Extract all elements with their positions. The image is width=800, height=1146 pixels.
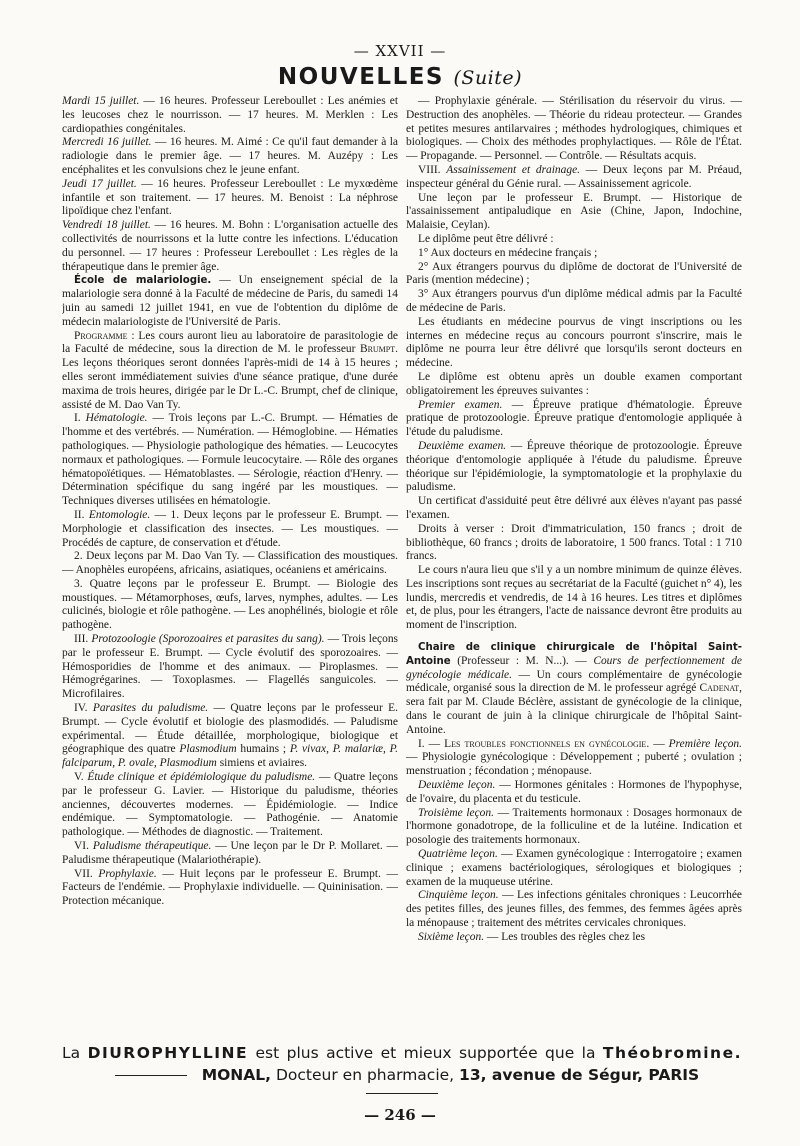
text-run: III. xyxy=(74,633,92,646)
italic-phrase: P. vivax, P. malariæ, P. falciparum, P. ovale, Plasmodium xyxy=(62,743,398,770)
text-run: V. xyxy=(74,771,88,784)
section-title-main: NOUVELLES xyxy=(277,64,444,90)
italic-phrase: Hématologie. xyxy=(85,412,148,425)
advert-prefix: La xyxy=(62,1044,81,1062)
paragraph xyxy=(406,564,742,633)
page-number: — 246 — xyxy=(364,1106,436,1124)
paragraph xyxy=(406,233,742,247)
text-run: — Physiologie gynécologique : Développement ; puberté ; ovulation ; menstruation ; fécondation ; ménopause. xyxy=(406,751,742,778)
italic-phrase: Paludisme thérapeutique. xyxy=(92,840,212,853)
advert-rule-left xyxy=(115,1075,187,1076)
text-run: — Quatre leçons par le professeur E. Brumpt. — Cycle évolutif et biologie des plasmodidés. — Paludisme expérimental. — Étude détaillée, morphologique, biologique et géographique des quatre xyxy=(62,702,398,756)
paragraph xyxy=(62,136,398,177)
advert-line-2 xyxy=(62,1066,742,1102)
text-run: — Épreuve théorique de protozoologie. Épreuve théorique d'entomologie appliquée à l'étude du paludisme. Épreuve théorique sur l'épidémiologie, la symptomatologie et la prophylaxie du paludisme. xyxy=(406,439,742,494)
text-run: Le diplôme peut être délivré : xyxy=(418,232,554,245)
text-run: . — xyxy=(646,737,669,750)
text-run: — Hormones génitales : Hormones de l'hypophyse, de l'ovaire, du placenta et du testicule. xyxy=(406,779,742,805)
text-run: — Une leçon par le Dr P. Mollaret. — Paludisme thérapeutique (Malariothérapie). xyxy=(62,840,398,866)
text-run: IV. xyxy=(74,702,93,715)
text-run: Le diplôme est obtenu après un double examen comportant obligatoirement les épreuves suivantes : xyxy=(406,370,742,397)
paragraph xyxy=(62,578,398,633)
text-run: — Les infections génitales chroniques : Leucorrhée des petites filles, des jeunes filles, des femmes, des femmes âgées après la ménopause ; traitement des métrites cervicales chroniques. xyxy=(406,889,742,930)
left-column xyxy=(62,95,398,1030)
advert-line-1 xyxy=(62,1044,742,1062)
paragraph xyxy=(62,509,398,550)
text-run: — Quatre leçons par le professeur G. Lavier. — Historique du paludisme, théories anciennes, découvertes modernes. — Épidémiologie. — Indice endémique. — Symptomatologie. — Pathogénie. — Anatomie pathologique. — Méthodes de diagnostic. — Traitement. xyxy=(62,771,398,839)
italic-phrase: Prophylaxie. xyxy=(98,867,157,880)
paragraph xyxy=(62,274,398,329)
text-run: II. xyxy=(74,508,89,521)
paragraph xyxy=(406,95,742,164)
text-run: Une leçon par le professeur E. Brumpt. — Historique de l'assainissement antipaludique en Asie (Chine, Japon, Indochine, Malaisie, Ceylan). xyxy=(406,191,742,232)
section-heading: École de malariologie. xyxy=(74,275,212,287)
paragraph xyxy=(406,641,742,738)
text-run: VI. xyxy=(74,840,93,853)
paragraph xyxy=(406,495,742,523)
italic-phrase: Protozoologie (Sporozoaires et parasites du sang). xyxy=(91,633,325,646)
text-run: — Trois leçons par L.-C. Brumpt. — Hématies de l'homme et des vertébrés. — Numération. — Hémoglobine. — Hématies pathologiques. — Physiologie pathologique des hématies. — Leucocytes normaux et pathologiques. — Formule leucocytaire. — Rôle des organes hématopoïétiques. — Hématoblastes. — Sérologie, réaction d'Henry. — Détermination spécifique du sang ingéré par les moustiques. — Techniques diverses utilisées en hématologie. xyxy=(62,412,398,508)
text-run: — Prophylaxie générale. — Stérilisation du réservoir du virus. — Destruction des anophèles. — Théorie du rideau protecteur. — Grandes et petites mesures antilarvaires ; méthodes hydrologiques, chimiques et biologiques. — Choix des méthodes prophylactiques. — Rôle de l'État. — Propagande. — Personnel. — Contrôle. — Résultats acquis. xyxy=(406,95,742,163)
paragraph xyxy=(62,771,398,840)
italic-phrase: Quatrième leçon. xyxy=(418,848,498,861)
paragraph xyxy=(62,178,398,219)
section-title xyxy=(0,64,800,90)
paragraph xyxy=(62,330,398,413)
text-run: Programme xyxy=(74,329,128,342)
paragraph xyxy=(406,164,742,192)
text-run: — Deux leçons par M. Préaud, inspecteur général du Génie rural. — Assainissement agricole. xyxy=(406,163,742,190)
text-run: Les troubles fonctionnels en gynécologie xyxy=(444,737,647,750)
italic-phrase: Deuxième leçon. xyxy=(418,779,496,792)
text-run: — Un enseignement spécial de la malariologie sera donné à la Faculté de médecine de Paris, du samedi 14 juin au samedi 12 juillet 1941, en vue de l'obtention du diplôme de médecin malariologiste de l'Université de Paris. xyxy=(62,274,398,328)
paragraph xyxy=(406,738,742,779)
text-run: 2° Aux étrangers pourvus du diplôme de doctorat de l'Université de Paris (mention médecine) ; xyxy=(406,260,742,287)
advert-claim: est plus active et mieux supportée que la xyxy=(255,1044,596,1062)
text-run: — 16 heures. Professeur Lereboullet : Le myxœdème infantile et son traitement. — 17 heures. M. Benoist : La néphrose lipoïdique chez l'enfant. xyxy=(62,177,398,218)
text-run: 3. Quatre leçons par le professeur E. Brumpt. — Biologie des moustiques. — Métamorphoses, œufs, larves, nymphes, adultes. — Les culicinés, biologie et rôle pathogène. — Les anophélinés, biologie et rôle pathogène. xyxy=(62,577,398,632)
text-run: 3° Aux étrangers pourvus d'un diplôme médical admis par la Faculté de médecine de Paris. xyxy=(406,288,742,314)
paragraph xyxy=(406,440,742,495)
paragraph xyxy=(62,840,398,868)
italic-phrase: Cours de perfectionnement de gynécologie médicale. xyxy=(406,654,742,681)
text-run: , sera fait par M. Claude Béclère, assistant de gynécologie de la clinique, dans le courant de juin à la clinique chirurgicale de l'hôpital Saint-Antoine. xyxy=(406,682,742,736)
text-run: — 16 heures. Professeur Lereboullet : Les anémies et les leucoses chez le nourrisson. — 17 heures. M. Merklen : Les cardiopathies congénitales. xyxy=(62,95,398,135)
italic-phrase: Mercredi 16 juillet. xyxy=(62,136,152,149)
italic-phrase: Première leçon. xyxy=(668,737,742,750)
italic-phrase: Entomologie. xyxy=(88,508,151,521)
advert-reference: Théobromine. xyxy=(602,1044,742,1062)
text-run: I. — xyxy=(418,737,445,750)
text-run: — Épreuve pratique d'hématologie. Épreuve pratique de protozoologie. Épreuve pratique d'entomologie appliquée à l'étude du paludisme. xyxy=(406,398,742,439)
italic-phrase: Parasites du paludisme. xyxy=(92,702,209,715)
advert-address: 13, avenue de Ségur, PARIS xyxy=(459,1066,700,1084)
advert-title: Docteur en pharmacie, xyxy=(275,1066,455,1084)
text-run: 2. Deux leçons par M. Dao Van Ty. — Classification des moustiques. — Anophèles européens, africains, asiatiques, océaniens et américains. xyxy=(62,550,398,577)
text-run: I. xyxy=(74,412,86,425)
text-run: simiens et aviaires. xyxy=(216,757,308,770)
roman-page-number: — XXVII — xyxy=(353,42,447,60)
text-run: : Les cours auront lieu au laboratoire de parasitologie de la Faculté de médecine, sous la direction de M. le professeur xyxy=(62,329,398,356)
text-run: humains ; xyxy=(236,743,290,756)
paragraph xyxy=(62,633,398,702)
italic-phrase: Cinquième leçon. xyxy=(418,889,499,902)
text-run: — Traitements hormonaux : Dosages hormonaux de l'hormone gonadotrope, de la folliculine et de la lutéine. Indication et posologie des traitements hormonaux. xyxy=(406,806,742,847)
italic-phrase: Étude clinique et épidémiologique du paludisme. xyxy=(87,771,316,784)
italic-phrase: Troisième leçon. xyxy=(418,806,494,819)
paragraph xyxy=(406,399,742,440)
advert-company: MONAL, xyxy=(201,1066,272,1084)
text-run: Droits à verser : Droit d'immatriculation, 150 francs ; droit de bibliothèque, 60 francs ; droits de laboratoire, 1 500 francs. Total : 1 710 francs. xyxy=(406,522,742,563)
paragraph xyxy=(406,192,742,233)
italic-phrase: Sixième leçon. xyxy=(418,930,485,943)
section-heading: Chaire de clinique chirurgicale de l'hôpital Saint-Antoine xyxy=(406,642,742,667)
advert-rule-right xyxy=(366,1093,438,1094)
section-title-suffix: (Suite) xyxy=(453,67,523,89)
text-run: — 1. Deux leçons par le professeur E. Brumpt. — Morphologie et classification des insectes. — Les moustiques. — Procédés de capture, de conservation et d'étude. xyxy=(62,508,398,549)
right-column xyxy=(406,95,742,1030)
italic-phrase: Mardi 15 juillet. xyxy=(62,95,140,107)
paragraph xyxy=(406,371,742,399)
text-run: VIII. xyxy=(418,163,447,176)
paragraph xyxy=(406,261,742,289)
paragraph xyxy=(62,702,398,771)
paragraph xyxy=(406,889,742,930)
paragraph xyxy=(406,288,742,316)
italic-phrase: Jeudi 17 juillet. xyxy=(62,177,137,190)
paragraph xyxy=(406,316,742,371)
paragraph xyxy=(406,779,742,807)
paragraph xyxy=(406,848,742,889)
italic-phrase: Assainissement et drainage. xyxy=(446,163,581,176)
paragraph xyxy=(62,868,398,909)
text-run: Le cours n'aura lieu que s'il y a un nombre minimum de quinze élèves. Les inscriptions sont reçues au secrétariat de la Faculté (guichet n° 4), les lundis, mercredis et vendredis, de 14 à 16 heures. Les titres et diplômes et, de plus, pour les étrangers, l'acte de naissance devront être produits au moment de l'inscription. xyxy=(406,564,742,632)
text-run: VII. xyxy=(74,867,99,880)
italic-phrase: Deuxième examen. xyxy=(418,439,507,452)
italic-phrase: Plasmodium xyxy=(179,743,237,756)
text-run: — 16 heures. M. Bohn : L'organisation actuelle des collectivités de nourrissons et la lutte contre les infections. L'éducation du personnel. — 17 heures : Professeur Lereboullet : Les règles de la thérapeutique dans le premier âge. xyxy=(62,219,398,273)
text-run: Les étudiants en médecine pourvus de vingt inscriptions ou les internes en médecine reçus au concours pourront s'inscrire, mais le diplôme ne pourra leur être délivré que lorsqu'ils seront docteurs en médecine. xyxy=(406,315,742,370)
paragraph xyxy=(62,550,398,578)
italic-phrase: Vendredi 18 juillet. xyxy=(62,219,151,232)
text-run: — Les troubles des règles chez les xyxy=(484,930,646,943)
text-run: Un certificat d'assiduité peut être délivré aux élèves n'ayant pas passé l'examen. xyxy=(406,495,742,521)
text-run: Brumpt xyxy=(359,343,396,356)
text-run: — 16 heures. M. Aimé : Ce qu'il faut demander à la radiologie dans le premier âge. — 17 heures. M. Auzépy : Les encéphalites et les convulsions chez le jeune enfant. xyxy=(62,136,398,176)
text-run: — Un cours complémentaire de gynécologie médicale, organisé sous la direction de M. le professeur agrégé xyxy=(406,668,742,695)
text-run: — Examen gynécologique : Interrogatoire ; examen clinique ; examens bactériologiques, sérologiques et biologiques ; examen de la muqueuse utérine. xyxy=(406,848,742,888)
paragraph xyxy=(406,523,742,564)
paragraph xyxy=(62,95,398,136)
paragraph xyxy=(62,219,398,274)
paragraph xyxy=(406,247,742,261)
text-run: . Les leçons théoriques seront données l'après-midi de 14 à 15 heures ; elles seront immédiatement suivies d'une séance pratique, d'une durée maxima de trois heures, dirigée par le Dr L.-C. Brumpt, chef de clinique, assisté de M. Dao Van Ty. xyxy=(62,343,398,411)
italic-phrase: Premier examen. xyxy=(418,398,503,411)
paragraph xyxy=(62,412,398,509)
text-run: — Huit leçons par le professeur E. Brumpt. — Facteurs de l'endémie. — Prophylaxie individuelle. — Quininisation. — Protection mécanique. xyxy=(62,867,398,908)
text-run: 1° Aux docteurs en médecine français ; xyxy=(418,246,598,259)
text-run: (Professeur : M. N...). — xyxy=(450,654,594,667)
paragraph xyxy=(406,931,742,945)
text-run: — Trois leçons par le professeur E. Brumpt. — Cycle évolutif des sporozoaires. — Hémosporidies de l'homme et des animaux. — Piroplasmes. — Hémogrégarines. — Toxoplasmes. — Flagellés sanguicoles. — Microfilaires. xyxy=(62,633,398,701)
text-run: Cadenat xyxy=(699,682,740,695)
advert-brand: DIUROPHYLLINE xyxy=(87,1044,249,1062)
paragraph xyxy=(406,807,742,848)
